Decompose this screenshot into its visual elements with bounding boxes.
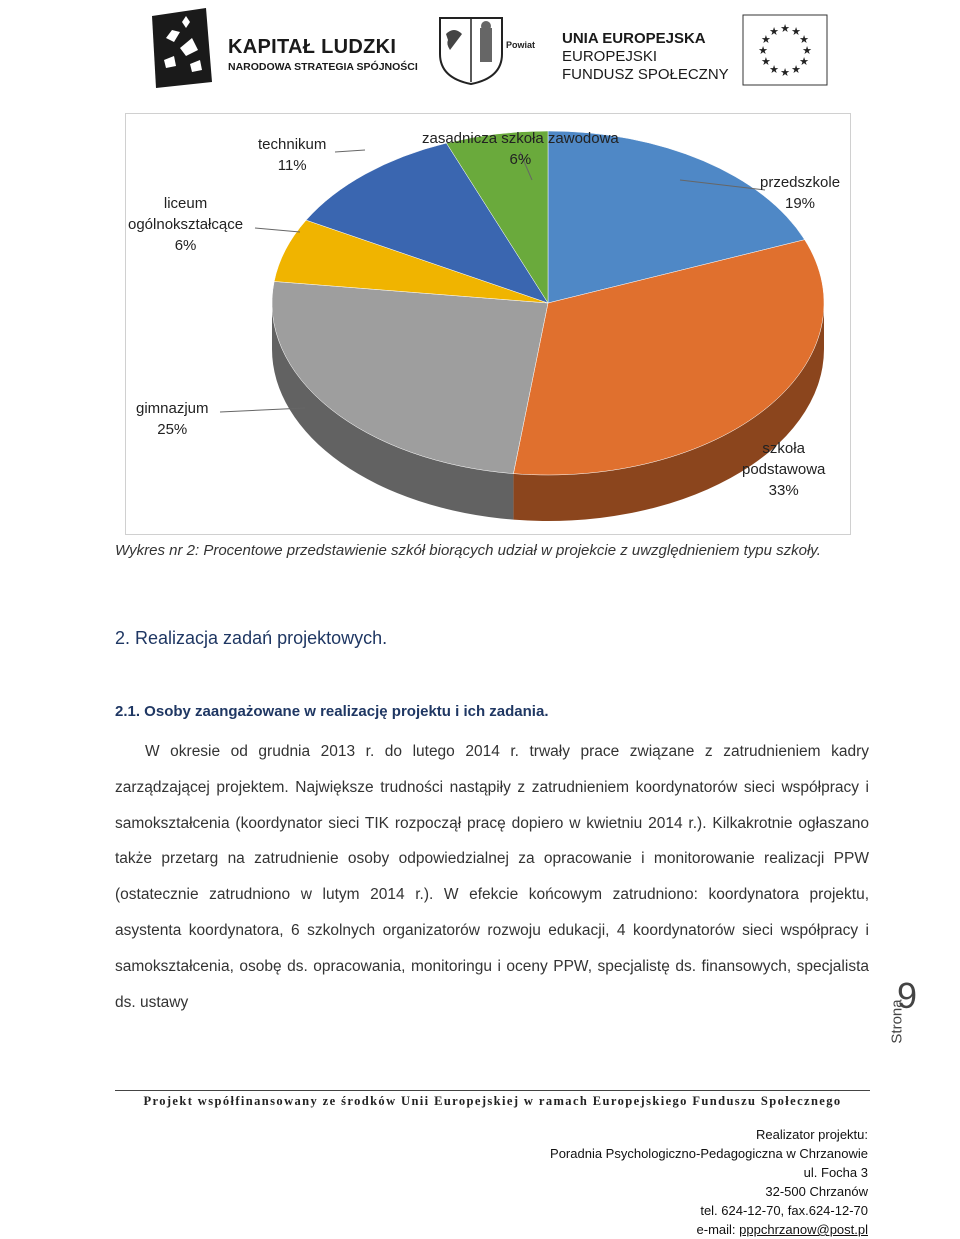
pie-label-line: 11% [277, 157, 307, 174]
page-number: 9 [897, 975, 918, 1016]
subsection-heading: 2.1. Osoby zaangażowane w realizację projektu i ich zadania. [115, 703, 549, 720]
pie-label-line: 25% [157, 421, 188, 438]
pie-label-line: przedszkole [760, 174, 841, 191]
pie-label-line: podstawowa [742, 461, 826, 478]
pie-label-line: szkoła [762, 440, 805, 457]
pie-slice-gimnazjum [272, 281, 548, 473]
realizator-phone: tel. 624-12-70, fax.624-12-70 [700, 1203, 868, 1218]
body-paragraph-text: W okresie od grudnia 2013 r. do lutego 2014 r. trwały prace związane z zatrudnieniem kadry zarządzającej projektem. Największe trudności nastąpiły z zatrudnieniem koordynatorów sieci współpracy i samokształcenia (koordynator sieci TIK rozpoczął pracę dopiero w kwietniu 2014 r.). Kilkakrotnie ogłaszano także przetarg na zatrudnienie osoby odpowiedzialnej za opracowanie i monitorowanie realizacji PPW (ostatecznie zatrudniono w lutym 2014 r.). W efekcie końcowym zatrudniono: koordynatora projektu, asystenta koordynatora, 6 szkolnych organizatorów rozwoju edukacji, 4 koordynatorów sieci współpracy i samokształcenia, osobę ds. opracowania, monitoringu i oceny PPW, specjalistę ds. finansowych, specjalista ds. ustawy [115, 743, 869, 1011]
page-strona-label: Strona [888, 999, 906, 1044]
realizator-email-line [550, 1220, 868, 1239]
ue-title: UNIA EUROPEJSKA [562, 30, 706, 47]
body-paragraph [115, 734, 869, 1020]
email-link[interactable]: pppchrzanow@post.pl [739, 1222, 868, 1237]
svg-text:★: ★ [780, 23, 790, 35]
page-number-label [888, 975, 933, 1055]
svg-text:★: ★ [769, 64, 779, 77]
svg-text:★: ★ [799, 34, 809, 46]
chart-caption: Wykres nr 2: Procentowe przedstawienie szkół biorących udział w projekcie z uwzględnieniem typu szkoły. [115, 542, 821, 559]
ue-line-3: FUNDUSZ SPOŁECZNY [562, 66, 729, 83]
pie-label-line: ogólnokształcące [128, 216, 244, 233]
ue-line-2: EUROPEJSKI [562, 48, 658, 65]
powiat-label: Powiat [506, 40, 536, 50]
svg-text:★: ★ [761, 34, 771, 46]
pie-label-line: 6% [509, 151, 532, 168]
svg-text:★: ★ [761, 56, 771, 68]
pie-label-line: 33% [768, 482, 799, 499]
realizator-org: Poradnia Psychologiczno-Pedagogiczna w Chrzanowie [550, 1146, 868, 1161]
pie-label-line: 19% [785, 195, 816, 212]
realizator-city: 32-500 Chrzanów [765, 1184, 868, 1199]
email-label: e-mail: [696, 1222, 736, 1237]
svg-text:★: ★ [769, 25, 779, 38]
powiat-crest-icon [436, 14, 506, 86]
kapital-ludzki-logo [150, 8, 420, 90]
kapital-ludzki-title: KAPITAŁ LUDZKI [228, 36, 397, 58]
pie-label-line: liceum [163, 195, 208, 212]
pie-label-line: zasadnicza szkoła zawodowa [422, 130, 619, 147]
section-heading: 2. Realizacja zadań projektowych. [115, 628, 388, 648]
realizator-label: Realizator projektu: [756, 1127, 868, 1142]
pie-label-line: technikum [258, 136, 327, 153]
svg-text:★: ★ [791, 25, 801, 38]
footer-cofinance-note: Projekt współfinansowany ze środków Unii Europejskiej w ramach Europejskiego Funduszu Społecznego [143, 1094, 842, 1108]
powiat-logo [436, 14, 536, 84]
footer-rule [115, 1090, 870, 1091]
school-type-pie-chart [125, 113, 851, 535]
eu-flag-icon [742, 14, 828, 86]
realizator-street: ul. Focha 3 [803, 1165, 868, 1180]
pie-label-line: gimnazjum [136, 400, 209, 417]
svg-text:★: ★ [758, 45, 768, 57]
pie-leader-line [335, 150, 365, 152]
svg-text:★: ★ [802, 45, 812, 57]
kapital-ludzki-subtitle: NARODOWA STRATEGIA SPÓJNOŚCI [228, 61, 418, 73]
svg-text:★: ★ [780, 67, 790, 79]
pie-label-line: 6% [174, 237, 197, 254]
ue-logo [556, 10, 828, 90]
realizator-block [550, 1125, 868, 1239]
pie-leader-line [255, 228, 300, 232]
svg-text:★: ★ [799, 56, 809, 68]
svg-text:★: ★ [791, 64, 801, 77]
kapital-ludzki-emblem-icon [150, 8, 216, 88]
